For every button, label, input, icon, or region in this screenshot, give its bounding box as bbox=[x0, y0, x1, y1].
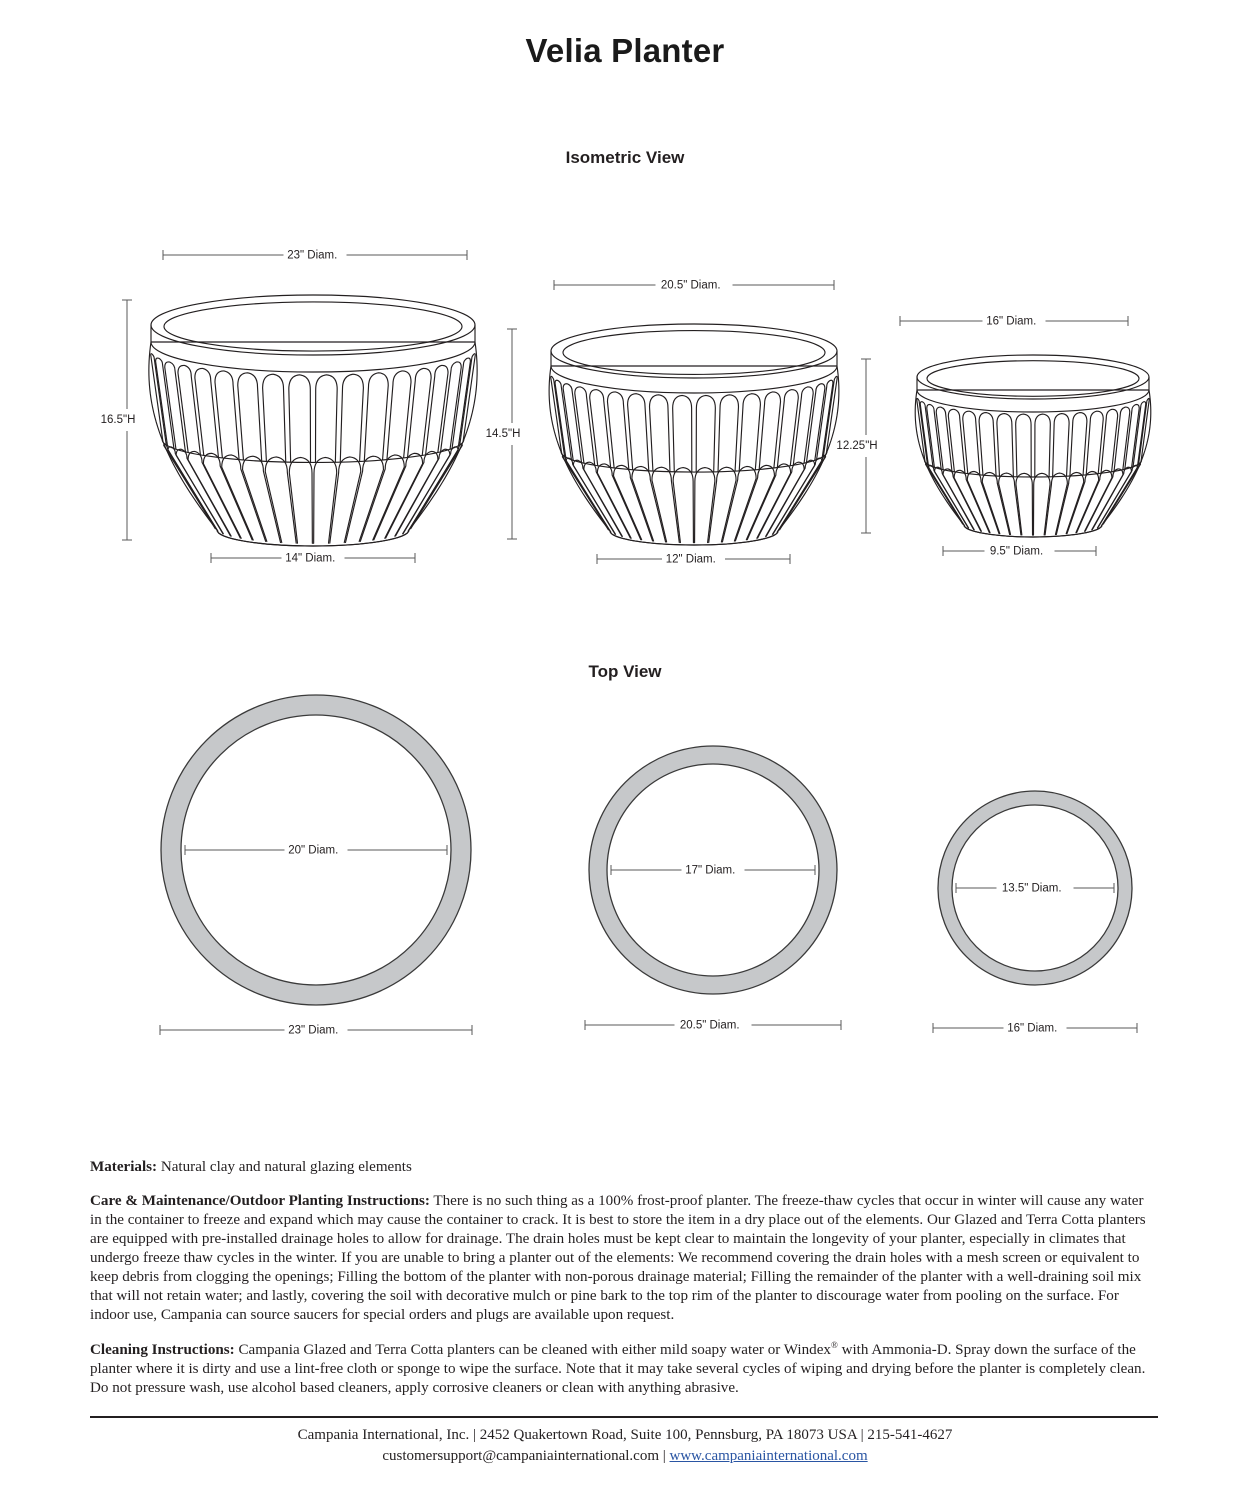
ring-medium-drawing bbox=[555, 745, 865, 1045]
planter-large-height-dim-label: 16.5"H bbox=[100, 414, 136, 427]
page-footer bbox=[0, 1425, 1250, 1468]
isometric-planter-large bbox=[95, 225, 515, 585]
ring-medium-inner-diameter-dim-label: 17" Diam. bbox=[685, 864, 736, 877]
planter-small-flutes bbox=[917, 398, 1150, 535]
care-paragraph bbox=[90, 1192, 1158, 1325]
planter-medium-top-diameter-dim-label: 20.5" Diam. bbox=[660, 279, 721, 292]
planter-medium-drawing bbox=[482, 263, 872, 593]
planter-medium-top-diameter-dim bbox=[554, 280, 834, 292]
footer-website-link[interactable]: www.campaniainternational.com bbox=[669, 1448, 868, 1465]
top-view-figures bbox=[0, 690, 1250, 1050]
planter-small-body bbox=[915, 355, 1151, 537]
top-view-ring-small bbox=[905, 788, 1175, 1048]
page-title: Velia Planter bbox=[525, 32, 725, 69]
planter-small-drawing bbox=[838, 303, 1168, 593]
footer-divider bbox=[90, 1416, 1158, 1418]
planter-medium-height-dim-label: 14.5"H bbox=[485, 428, 521, 441]
registered-trademark-symbol: ® bbox=[830, 1339, 838, 1350]
cleaning-text-part1: Campania Glazed and Terra Cotta planters can be cleaned with either mild soapy water or Windex bbox=[234, 1341, 831, 1358]
ring-medium-outer-diameter-dim-label: 20.5" Diam. bbox=[679, 1019, 740, 1032]
planter-medium-body bbox=[549, 324, 839, 545]
planter-large-height-dim bbox=[101, 300, 136, 540]
planter-medium-base-diameter-dim bbox=[597, 554, 790, 566]
planter-small-base-diameter-dim-label: 9.5" Diam. bbox=[989, 545, 1044, 558]
planter-large-body bbox=[149, 295, 477, 546]
ring-medium-outer-diameter-dim bbox=[585, 1020, 841, 1032]
planter-large-drawing bbox=[95, 225, 515, 585]
care-label: Care & Maintenance/Outdoor Planting Instructions: bbox=[90, 1193, 430, 1210]
planter-medium-height-dim bbox=[486, 329, 521, 539]
footer-company-line: Campania International, Inc. | 2452 Quakertown Road, Suite 100, Pennsburg, PA 18073 USA | 215-541-4627 bbox=[297, 1427, 953, 1443]
ring-large-drawing bbox=[140, 695, 520, 1045]
isometric-view-figures bbox=[0, 215, 1250, 595]
ring-small-drawing bbox=[905, 788, 1175, 1048]
isometric-planter-small bbox=[838, 303, 1168, 593]
planter-small-height-dim-label: 12.25"H bbox=[836, 440, 878, 453]
top-view-ring-large bbox=[140, 695, 520, 1045]
planter-medium-base-diameter-dim-label: 12" Diam. bbox=[665, 553, 716, 566]
ring-large-inner-diameter-dim-label: 20" Diam. bbox=[288, 844, 339, 857]
cleaning-label: Cleaning Instructions: bbox=[90, 1341, 235, 1358]
planter-small-top-diameter-dim-label: 16" Diam. bbox=[986, 315, 1037, 328]
care-text: There is no such thing as a 100% frost-proof planter. The freeze-thaw cycles that occur in winter will cause any water in the container to freeze and expand which may cause the container to crack. It is best to store the item in a dry place out of the elements. Our Glazed and Terra Cotta planters are equipped with pre-installed drainage holes to allow for drainage. The drain holes must be kept clear to maintain the longevity of your planter, especially in climates that undergo freeze thaw cycles in the winter. If you are unable to bring a planter out of the elements: We recommend covering the drain holes with a mesh screen or equivalent to keep debris from clogging the openings; Filling the bottom of the planter with non-porous drainage material; Filling the remainder of the planter with a well-draining soil mix that will not retain water; and lastly, covering the soil with decorative mulch or pine bark to the top rim of the planter to discourage water from pooling on the surface. For indoor use, Campania can source saucers for special orders and plugs are available upon request. bbox=[90, 1193, 1146, 1323]
top-view-ring-medium bbox=[555, 745, 865, 1045]
ring-small-inner-diameter-dim-label: 13.5" Diam. bbox=[1001, 882, 1062, 895]
planter-small-top-diameter-dim bbox=[900, 316, 1128, 328]
materials-paragraph bbox=[90, 1158, 1158, 1177]
cleaning-paragraph bbox=[90, 1340, 1158, 1398]
top-view-heading: Top View bbox=[588, 662, 662, 681]
footer-separator: | bbox=[659, 1448, 670, 1465]
specifications-text bbox=[90, 1143, 1158, 1411]
materials-label: Materials: bbox=[90, 1159, 158, 1176]
planter-small-height-dim bbox=[836, 359, 877, 533]
planter-large-base-diameter-dim-label: 14" Diam. bbox=[285, 552, 336, 565]
isometric-planter-medium bbox=[482, 263, 872, 593]
isometric-view-heading: Isometric View bbox=[565, 148, 685, 167]
materials-text: Natural clay and natural glazing elements bbox=[157, 1159, 412, 1176]
cleaning-text-part2: with Ammonia-D. Spray down the surface of the planter where it is dirty and use a lint-free cloth or sponge to wipe the surface. Note that it may take several cycles of wiping and drying before the planter is completely clean. Do not pressure wash, use alcohol based cleaners, apply corrosive cleaners or clean with anything abrasive. bbox=[90, 1341, 1146, 1396]
planter-large-flutes bbox=[151, 354, 476, 544]
planter-large-base-diameter-dim bbox=[211, 553, 415, 565]
planter-large-top-diameter-dim bbox=[163, 250, 467, 262]
planter-large-top-diameter-dim-label: 23" Diam. bbox=[287, 249, 338, 262]
footer-email[interactable]: customersupport@campaniainternational.com bbox=[382, 1448, 659, 1465]
ring-large-outer-diameter-dim-label: 23" Diam. bbox=[288, 1024, 339, 1037]
planter-medium-flutes bbox=[551, 376, 837, 542]
ring-small-outer-diameter-dim bbox=[933, 1023, 1137, 1035]
ring-small-outer-diameter-dim-label: 16" Diam. bbox=[1007, 1022, 1058, 1035]
planter-small-base-diameter-dim bbox=[943, 546, 1096, 558]
footer-contact-line bbox=[0, 1446, 1250, 1467]
ring-large-outer-diameter-dim bbox=[160, 1025, 472, 1037]
